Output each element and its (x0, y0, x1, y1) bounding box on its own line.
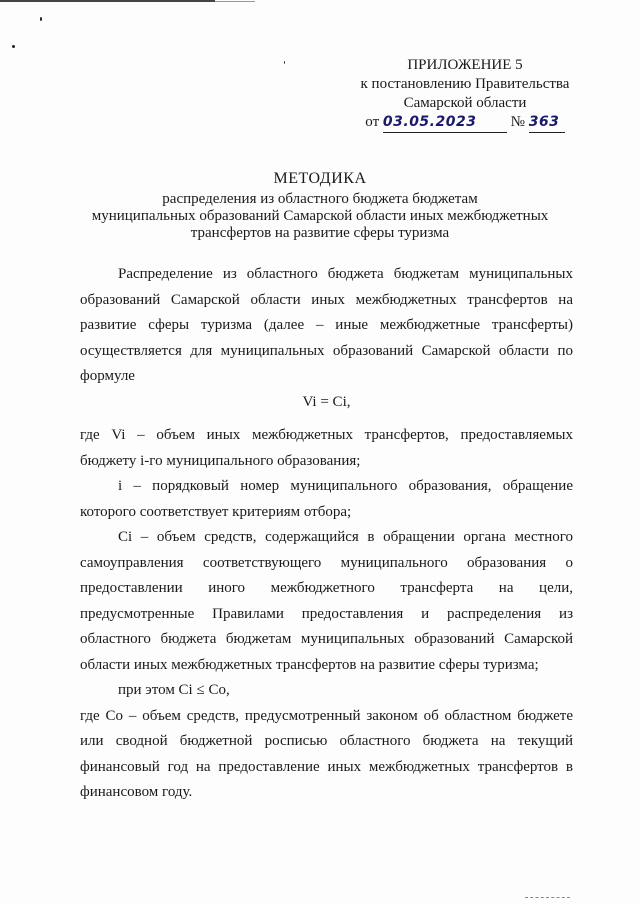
number-label: № (510, 114, 525, 130)
condition: при этом Ci ≤ Co, (118, 682, 230, 698)
number-field (529, 113, 565, 133)
document-subtitle-line-3: трансфертов на развитие сферы туризма (190, 225, 450, 241)
document-title: МЕТОДИКА (273, 170, 367, 187)
document-subtitle-line-2: муниципальных образований Самарской области иных межбюджетных (91, 208, 549, 224)
scan-speck (40, 17, 42, 21)
scan-speck (284, 61, 285, 64)
appendix-region-line: Самарской области (403, 95, 527, 111)
document-heading (60, 170, 580, 242)
handwritten-number: 363 (528, 114, 560, 130)
document-subtitle-line-1: распределения из областного бюджета бюджетам (162, 191, 478, 207)
scan-edge-line-faint (215, 1, 255, 2)
document-body (80, 262, 573, 806)
appendix-header (330, 56, 600, 133)
formula: Vi = Ci, (302, 393, 351, 410)
appendix-date-number-line (330, 113, 600, 133)
vi-definition: где Vi – объем иных межбюджетных трансфертов, предоставляемых бюджету i-го муниципального образования; (80, 427, 573, 469)
intro-paragraph: Распределение из областного бюджета бюджетам муниципальных образований Самарской области иных межбюджетных трансфертов на развитие сферы туризма (далее – иные межбюджетные трансферты) осуществляется для муниципальных образований Самарской области по формуле (80, 266, 573, 384)
appendix-decree-line: к постановлению Правительства (360, 76, 570, 92)
handwritten-date: 03.05.2023 (382, 114, 477, 130)
scan-speck (12, 45, 15, 48)
scan-edge-line (0, 0, 215, 2)
ci-definition: Ci – объем средств, содержащийся в обращении органа местного самоуправления соответствующего муниципального образования о предоставлении иного межбюджетного трансферта на цели, предусмотренные Правилами предоставления и распределения из областного бюджета бюджетам муниципальных образований Самарской области иных межбюджетных трансфертов на развитие сферы туризма; (80, 529, 573, 673)
i-definition: i – порядковый номер муниципального образования, обращение которого соответствует критериям отбора; (80, 478, 573, 520)
appendix-title: ПРИЛОЖЕНИЕ 5 (407, 57, 523, 73)
co-definition: где Co – объем средств, предусмотренный законом об областном бюджете или сводной бюджетной росписью областного бюджета на текущий финансовый год на предоставление иных межбюджетных трансфертов в финансовом году. (80, 707, 573, 800)
from-label: от (365, 114, 380, 130)
date-field (383, 113, 507, 133)
scan-edge-dash (525, 897, 570, 899)
